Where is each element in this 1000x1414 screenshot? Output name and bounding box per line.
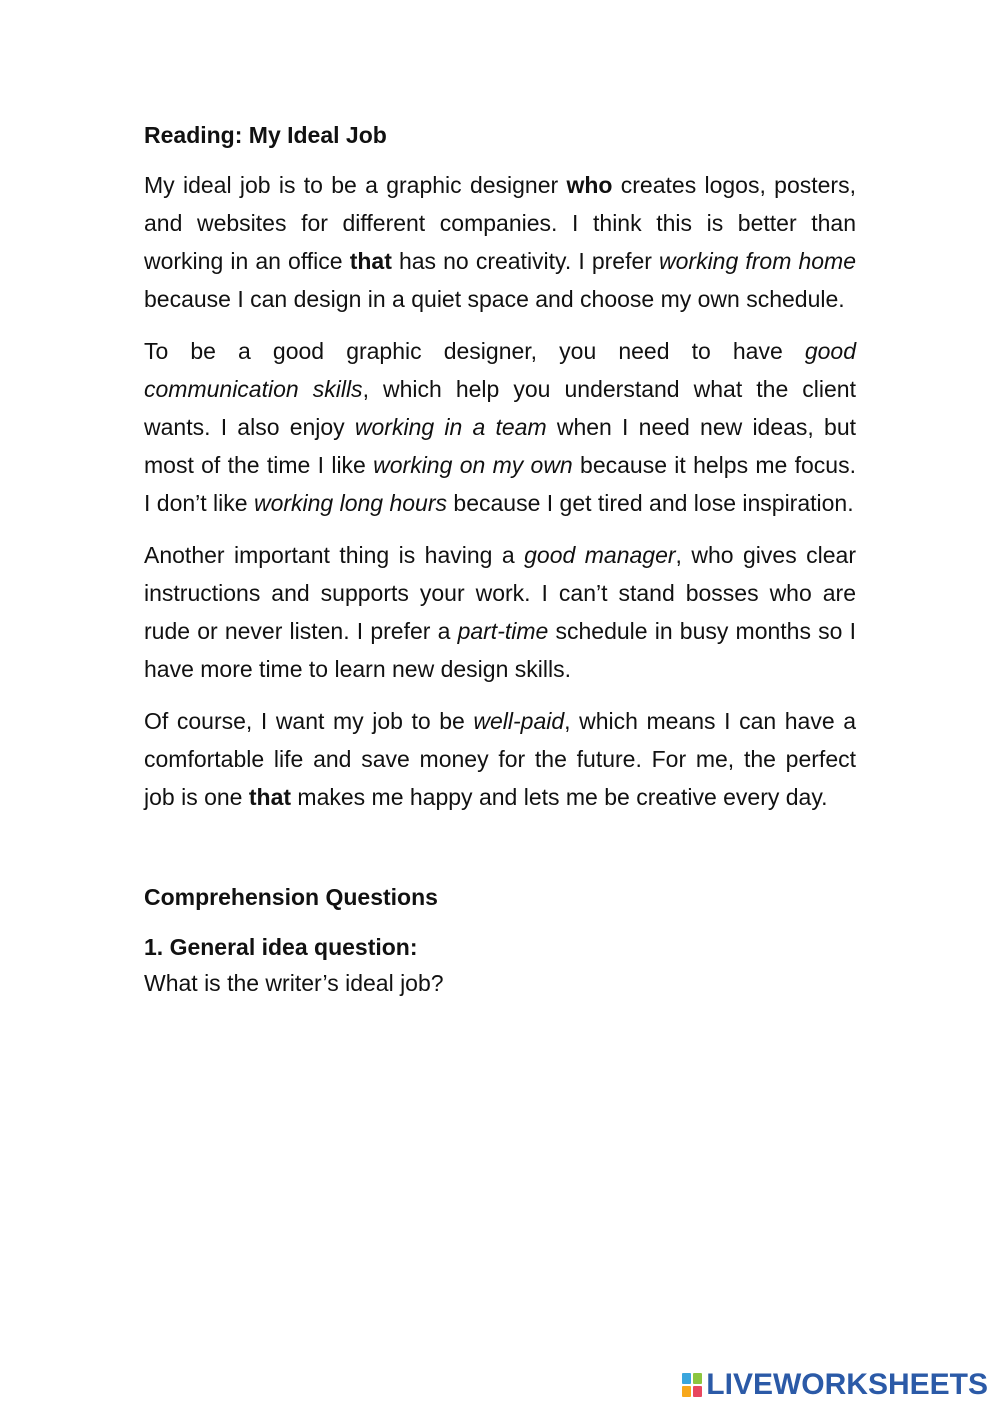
- italic-phrase: working in a team: [354, 414, 547, 440]
- italic-phrase: good communication skills: [144, 338, 856, 402]
- text-run: because I get tired and lose inspiration.: [447, 490, 854, 516]
- text-run: schedule in busy months so I have more time to learn new design skills.: [144, 618, 856, 682]
- italic-phrase: working from home: [659, 248, 856, 274]
- text-run: because I can design in a quiet space and choose my own schedule.: [144, 286, 845, 312]
- paragraph-2: [144, 332, 856, 522]
- text-run: when I need new ideas, but most of the time I like: [144, 414, 857, 478]
- italic-phrase: part-time: [457, 618, 549, 644]
- logo-block: [693, 1386, 702, 1397]
- logo-block: [682, 1373, 691, 1384]
- question-item: [144, 930, 856, 1002]
- paragraph-4: [144, 702, 856, 816]
- paragraph-1: [144, 166, 856, 318]
- text-run: Of course, I want my job to be: [144, 708, 474, 734]
- logo-block: [693, 1373, 702, 1384]
- question-label: 1. General idea question:: [144, 934, 418, 960]
- text-run: Another important thing is having a: [144, 542, 525, 568]
- text-run: To be a good graphic designer, you need to have: [144, 338, 805, 364]
- logo-blocks-icon: [682, 1373, 702, 1397]
- bold-word: that: [349, 248, 392, 274]
- logo-block: [682, 1386, 691, 1397]
- paragraph-3: [144, 536, 856, 688]
- text-run: , who gives clear instructions and supports your work. I can’t stand bosses who are rude or never listen. I prefer a: [144, 542, 856, 644]
- italic-phrase: working long hours: [253, 490, 448, 516]
- italic-phrase: working on my own: [373, 452, 573, 478]
- text-run: creates logos, posters, and websites for different companies. I think this is better than working in an office: [144, 172, 856, 274]
- italic-phrase: good manager: [524, 542, 676, 568]
- question-text: What is the writer’s ideal job?: [144, 970, 444, 996]
- text-run: , which means I can have a comfortable life and save money for the future. For me, the perfect job is one: [144, 708, 856, 810]
- text-run: because it helps me focus. I don’t like: [144, 452, 856, 516]
- bold-word: who: [566, 172, 613, 198]
- text-run: has no creativity. I prefer: [391, 248, 660, 274]
- text-run: My ideal job is to be a graphic designer: [144, 172, 567, 198]
- worksheet-content: [144, 118, 856, 1002]
- comprehension-questions-heading: Comprehension Questions: [144, 884, 438, 910]
- liveworksheets-logo[interactable]: [682, 1368, 988, 1402]
- italic-phrase: well-paid: [473, 708, 565, 734]
- reading-title: Reading: My Ideal Job: [144, 122, 387, 148]
- logo-text: LIVEWORKSHEETS: [706, 1368, 988, 1401]
- text-run: makes me happy and lets me be creative every day.: [291, 784, 828, 810]
- bold-word: that: [248, 784, 292, 810]
- text-run: , which help you understand what the client wants. I also enjoy: [144, 376, 856, 440]
